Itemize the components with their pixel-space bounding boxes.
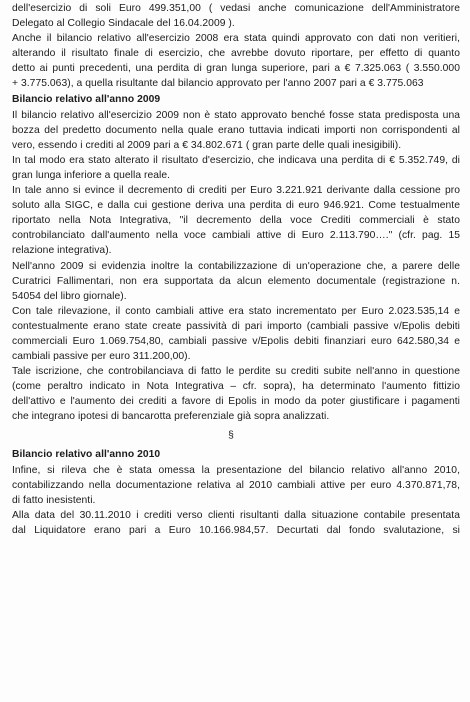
text-line: detto ai punti precedenti, una perdita di gran lunga superiore, pari a € 7.325.063 ( 3.550.000 (12, 63, 460, 75)
text-line: gran lunga inferiore a quella reale. (12, 169, 171, 181)
section-heading: Bilancio relativo all'anno 2009 (12, 93, 161, 105)
text-line: bozza del predetto documento nella quale erano tuttavia indicati importi non corrispondenti al (12, 124, 460, 136)
paragraph (12, 1, 460, 31)
text-line: In tal modo era stato alterato il risultato d'esercizio, che indicava una perdita di € 5.352.749, di (12, 154, 460, 166)
text-line: Alla data del 30.11.2010 i crediti verso clienti risultanti dalla situazione contabile presentata (12, 509, 460, 521)
text-line: Anche il bilancio relativo all'esercizio 2008 era stata quindi approvato con dati non veritieri, (12, 33, 460, 45)
text-line: dell'attivo e l'aumento dei crediti a favore di Epolis in modo da poter giustificare i pagamenti (12, 396, 460, 408)
text-line: 54054 del libro giornale). (12, 290, 127, 302)
text-line: che integrano ipotesi di bancarotta preferenziale già sopra analizzati. (12, 411, 330, 423)
text-line: + 3.775.063), a quella risultante dal bilancio approvato per l'anno 2007 pari a € 3.775.063 (12, 78, 424, 90)
text-line: commerciali Euro 1.069.754,80, cambiali passive v/Epolis debiti finanziari euro 642.580,34 e (12, 335, 460, 347)
text-line: dal Liquidatore erano pari a Euro 10.166.984,57. Decurtati dal fondo svalutazione, si (12, 524, 460, 536)
paragraph (12, 259, 460, 304)
text-line: Con tale rilevazione, il conto cambiali attive era stato incrementato per Euro 2.023.535,14 e (12, 305, 460, 317)
paragraph (12, 463, 460, 508)
text-line: cambiali passive per euro 311.200,00). (12, 351, 191, 363)
text-line: (come peraltro indicato in Nota Integrativa – cfr. sopra), ha determinato l'aumento fittizio (12, 381, 460, 393)
paragraph (12, 364, 460, 424)
text-line: relazione integrativa). (12, 245, 112, 257)
section-divider-mark: § (228, 429, 234, 441)
text-line: dell'esercizio di soli Euro 499.351,00 ( vedasi anche comunicazione dell'Amministratore (12, 3, 460, 14)
text-line: In tale anno si evince il decremento di crediti per Euro 3.221.921 derivante dalla cessione pro (12, 185, 460, 197)
paragraph (12, 153, 460, 183)
paragraph (12, 31, 460, 91)
paragraph (12, 508, 460, 538)
text-line: alterando il risultato finale di esercizio, che avrebbe dovuto riportare, per effetto di quanto (12, 48, 460, 60)
text-line: Tale iscrizione, che controbilanciava di fatto le perdite su crediti subite nell'anno in questione (12, 366, 460, 378)
text-line: Infine, si rileva che è stata omessa la presentazione del bilancio relativo all'anno 2010, (12, 464, 460, 476)
section-heading: Bilancio relativo all'anno 2010 (12, 448, 161, 460)
text-line: riportato nella Nota Integrativa, "il decremento della voce Crediti commerciali è stato (12, 215, 460, 227)
text-line: Curatrici Fallimentari, non era supportata da alcun elemento documentale (registrazione n. (12, 275, 460, 287)
paragraph (12, 108, 460, 153)
paragraph (12, 183, 460, 258)
text-line: Nell'anno 2009 si evidenzia inoltre la contabilizzazione di un'operazione che, a parere delle (12, 260, 460, 272)
text-line: contabilizzando nella documentazione relativa al 2010 cambiali attive per euro 4.370.871,78, (12, 479, 460, 491)
text-line: soluto alla SIGC, e dalla cui gestione deriva una perdita di euro 946.921. Come testualmente (12, 200, 460, 212)
text-line: Il bilancio relativo all'esercizio 2009 non è stato approvato benché fosse stata predisposta una (12, 109, 460, 121)
text-line: controbilanciato dall'aumento nella voce cambiali attive di Euro 2.113.790…." (cfr. pag. 15 (12, 230, 460, 242)
paragraph (12, 304, 460, 364)
text-line: contestualmente erano state create passività di pari importo (cambiali passive v/Epolis debiti (12, 320, 460, 332)
text-line: di fatto inesistenti. (12, 494, 96, 506)
text-line: Delegato al Collegio Sindacale del 16.04.2009 ). (12, 18, 235, 30)
text-line: vero, essendo i crediti al 2009 pari a € 34.802.671 ( gran parte delle quali inesigibili). (12, 139, 402, 151)
